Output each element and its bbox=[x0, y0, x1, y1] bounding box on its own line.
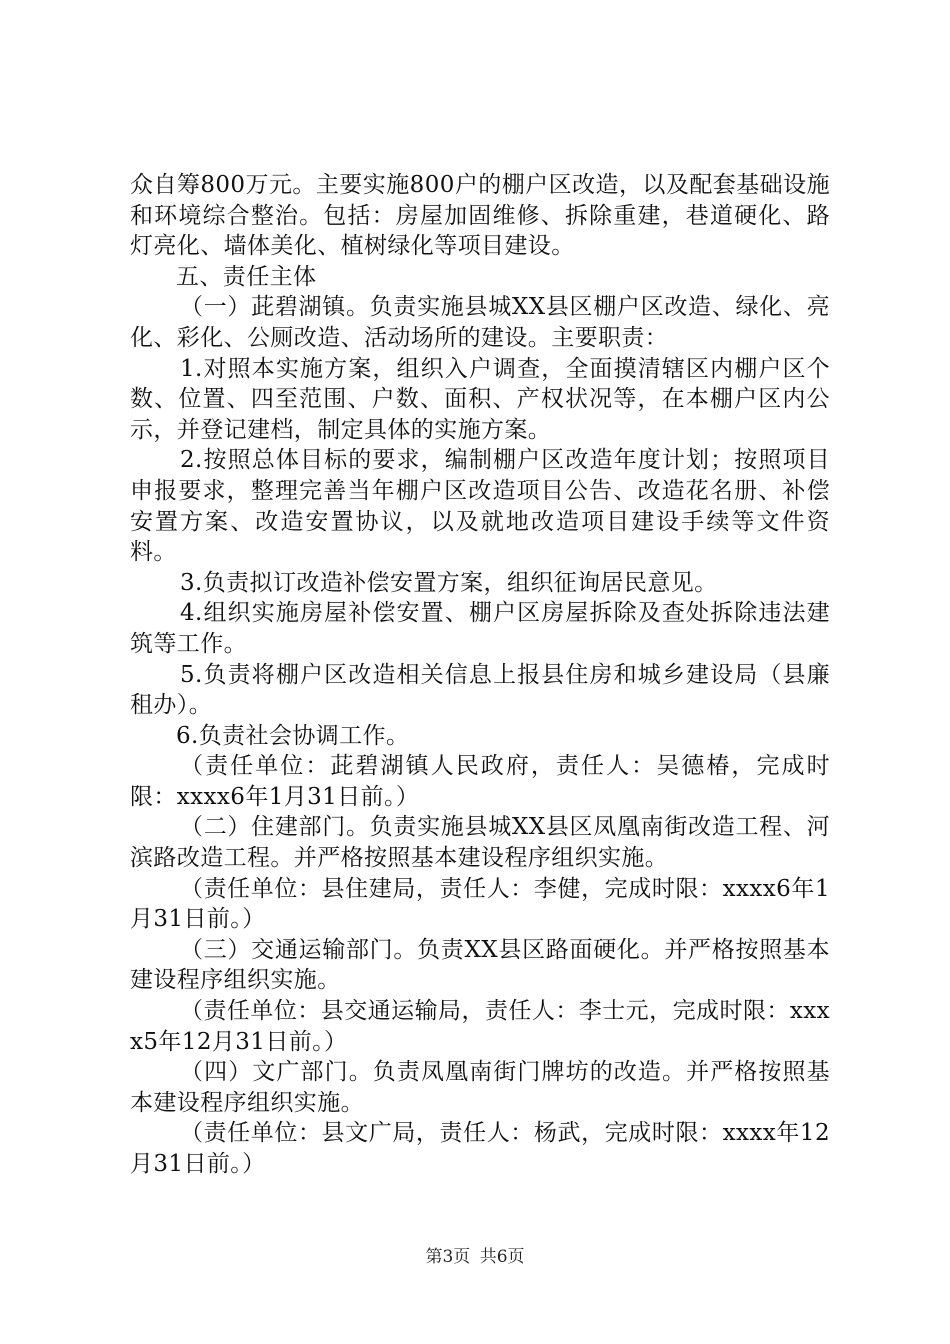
paragraph-responsible-unit-1: （责任单位：茈碧湖镇人民政府，责任人：吴德椿，完成时限：xxxx6年1月31日前。） bbox=[130, 753, 830, 810]
paragraph-duty-1: 1.对照本实施方案，组织入户调查，全面摸清辖区内棚户区个数、位置、四至范围、户数、面积、产权状况等，在本棚户区内公示，并登记建档，制定具体的实施方案。 bbox=[130, 355, 830, 443]
document-body bbox=[130, 170, 830, 1180]
paragraph-duty-4: 4.组织实施房屋补偿安置、棚户区房屋拆除及查处拆除违法建筑等工作。 bbox=[130, 600, 830, 657]
page-number: 第3页 bbox=[425, 1247, 471, 1267]
section-heading-responsibility: 五、责任主体 bbox=[176, 263, 317, 290]
paragraph-duty-5: 5.负责将棚户区改造相关信息上报县住房和城乡建设局（县廉租办）。 bbox=[130, 661, 830, 719]
paragraph-transport-dept: （三）交通运输部门。负责XX县区路面硬化。并严格按照基本建设程序组织实施。 bbox=[130, 936, 830, 994]
paragraph-funding: 众自筹800万元。主要实施800户的棚户区改造，以及配套基础设施和环境综合整治。包括：房屋加固维修、拆除重建，巷道硬化、路灯亮化、墙体美化、植树绿化等项目建设。 bbox=[130, 172, 830, 260]
paragraph-culture-dept: （四）文广部门。负责凤凰南街门牌坊的改造。并严格按照基本建设程序组织实施。 bbox=[130, 1059, 830, 1116]
paragraph-housing-dept: （二）住建部门。负责实施县城XX县区凤凰南街改造工程、河滨路改造工程。并严格按照基本建设程序组织实施。 bbox=[130, 814, 830, 872]
paragraph-duty-6: 6.负责社会协调工作。 bbox=[176, 722, 410, 749]
page-footer bbox=[0, 1242, 950, 1267]
paragraph-responsible-unit-2: （责任单位：县住建局，责任人：李健，完成时限：xxxx6年1月31日前。） bbox=[130, 875, 830, 933]
paragraph-responsible-unit-4: （责任单位：县文广局，责任人：杨武，完成时限：xxxx年12月31日前。） bbox=[130, 1120, 830, 1177]
paragraph-cibihu-town: （一）茈碧湖镇。负责实施县城XX县区棚户区改造、绿化、亮化、彩化、公厕改造、活动场所的建设。主要职责： bbox=[130, 294, 830, 351]
paragraph-duty-2: 2.按照总体目标的要求，编制棚户区改造年度计划；按照项目申报要求，整理完善当年棚户区改造项目公告、改造花名册、补偿安置方案、改造安置协议，以及就地改造项目建设手续等文件资料。 bbox=[130, 447, 830, 566]
page-total: 共6页 bbox=[479, 1247, 525, 1267]
paragraph-responsible-unit-3: （责任单位：县交通运输局，责任人：李士元，完成时限：xxxx5年12月31日前。） bbox=[130, 998, 830, 1055]
paragraph-duty-3: 3.负责拟订改造补偿安置方案，组织征询居民意见。 bbox=[180, 569, 718, 596]
